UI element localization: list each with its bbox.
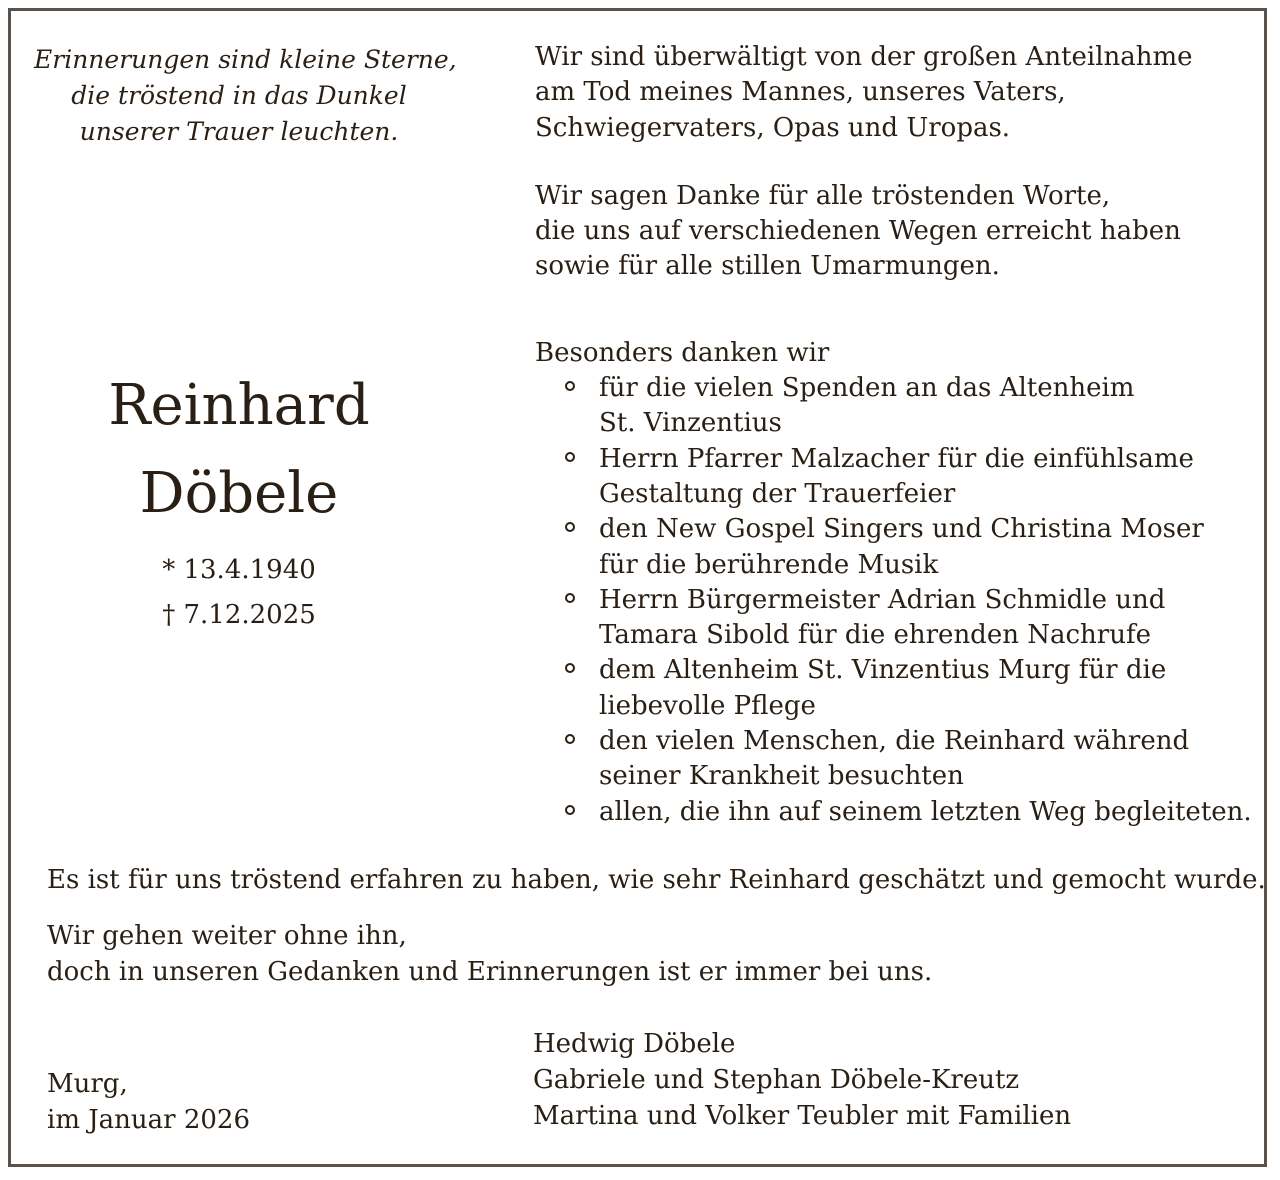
list-item-text: Gestaltung der Trauerfeier bbox=[599, 478, 956, 509]
list-item-text: den New Gospel Singers und Christina Moser bbox=[599, 514, 1204, 545]
motto-quote bbox=[34, 42, 457, 150]
list-item bbox=[535, 512, 1255, 583]
circle-bullet-icon bbox=[565, 663, 575, 673]
place-and-date bbox=[47, 1066, 250, 1138]
list-item bbox=[535, 795, 1255, 830]
motto-line: Erinnerungen sind kleine Sterne, bbox=[34, 45, 457, 74]
death-date: † 7.12.2025 bbox=[162, 600, 316, 630]
list-item-text: für die berührende Musik bbox=[599, 549, 939, 580]
paragraph-line: am Tod meines Mannes, unseres Vaters, bbox=[535, 77, 1066, 108]
closing-line: Wir gehen weiter ohne ihn, bbox=[47, 921, 407, 951]
list-item bbox=[535, 442, 1255, 513]
list-item-text: für die vielen Spenden an das Altenheim bbox=[599, 373, 1135, 404]
life-dates bbox=[34, 548, 444, 638]
paragraph-line: die uns auf verschiedenen Wegen erreicht haben bbox=[535, 216, 1181, 247]
list-item bbox=[535, 371, 1255, 442]
list-item-text: Herrn Bürgermeister Adrian Schmidle und bbox=[599, 584, 1166, 615]
closing-line: doch in unseren Gedanken und Erinnerungen ist er immer bei uns. bbox=[47, 957, 933, 987]
paragraph-line: Wir sagen Danke für alle tröstenden Worte, bbox=[535, 180, 1111, 211]
signer-line: Hedwig Döbele bbox=[533, 1029, 736, 1059]
circle-bullet-icon bbox=[565, 734, 575, 744]
closing-verse bbox=[47, 918, 1257, 990]
birth-date: * 13.4.1940 bbox=[162, 555, 316, 585]
last-name: Döbele bbox=[139, 461, 339, 526]
list-item-text: liebevolle Pflege bbox=[599, 690, 816, 721]
paragraph-line: Schwiegervaters, Opas und Uropas. bbox=[535, 112, 1011, 143]
thanks-message bbox=[535, 40, 1255, 830]
signer-line: Martina und Volker Teubler mit Familien bbox=[533, 1101, 1072, 1131]
signer-line: Gabriele und Stephan Döbele-Kreutz bbox=[533, 1065, 1020, 1095]
list-item-text: St. Vinzentius bbox=[599, 408, 782, 439]
deceased-name bbox=[34, 362, 444, 538]
signers bbox=[533, 1026, 1071, 1134]
first-name: Reinhard bbox=[108, 373, 370, 438]
list-item-text: seiner Krankheit besuchten bbox=[599, 761, 964, 792]
list-item bbox=[535, 653, 1255, 724]
motto-line: die tröstend in das Dunkel bbox=[71, 81, 407, 110]
list-item bbox=[535, 724, 1255, 795]
circle-bullet-icon bbox=[565, 522, 575, 532]
paragraph-line: sowie für alle stillen Umarmungen. bbox=[535, 251, 1000, 282]
list-item bbox=[535, 583, 1255, 654]
place-date: im Januar 2026 bbox=[47, 1105, 251, 1135]
circle-bullet-icon bbox=[565, 593, 575, 603]
list-item-text: dem Altenheim St. Vinzentius Murg für die bbox=[599, 655, 1167, 686]
list-item-text: den vielen Menschen, die Reinhard während bbox=[599, 726, 1190, 757]
thanks-list bbox=[535, 371, 1255, 830]
circle-bullet-icon bbox=[565, 805, 575, 815]
list-item-text: allen, die ihn auf seinem letzten Weg begleiteten. bbox=[599, 796, 1252, 827]
circle-bullet-icon bbox=[565, 452, 575, 462]
paragraph-line: Wir sind überwältigt von der großen Anteilnahme bbox=[535, 42, 1193, 72]
closing-statement: Es ist für uns tröstend erfahren zu haben, wie sehr Reinhard geschätzt und gemocht wurde. bbox=[47, 865, 1266, 895]
list-item-text: Herrn Pfarrer Malzacher für die einfühlsame bbox=[599, 443, 1194, 474]
place-city: Murg, bbox=[47, 1069, 128, 1099]
list-item-text: Tamara Sibold für die ehrenden Nachrufe bbox=[599, 620, 1151, 651]
motto-line: unserer Trauer leuchten. bbox=[79, 117, 399, 146]
thanks-intro: Besonders danken wir bbox=[535, 337, 830, 368]
circle-bullet-icon bbox=[565, 381, 575, 391]
